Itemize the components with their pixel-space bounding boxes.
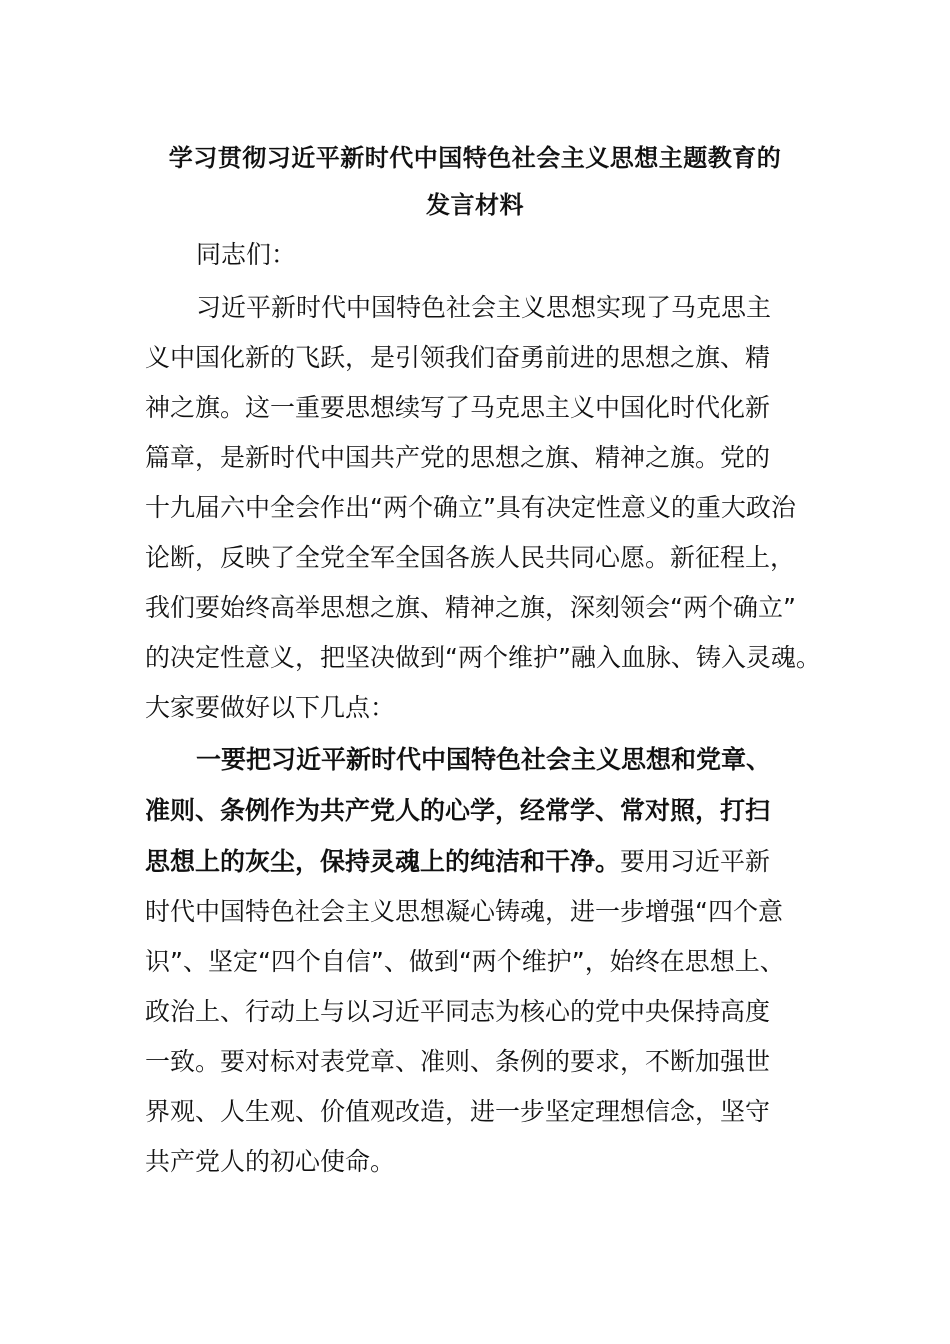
paragraph-2-line: 界观、人生观、价值观改造，进一步坚定理想信念，坚守 — [145, 1097, 771, 1126]
paragraph-2-line: 一致。要对标对表党章、准则、条例的要求，不断加强世 — [145, 1047, 771, 1076]
paragraph-1-line: 的决定性意义，把坚决做到“两个维护”融入血脉、铸入灵魂。 — [145, 643, 821, 672]
paragraph-2-line: 共产党人的初心使命。 — [145, 1147, 396, 1176]
paragraph-2-mixed-line — [145, 845, 770, 879]
paragraph-1-line: 大家要做好以下几点： — [145, 693, 396, 722]
paragraph-1-line: 我们要始终高举思想之旗、精神之旗，深刻领会“两个确立” — [145, 593, 796, 622]
paragraph-1-line: 论断，反映了全党全军全国各族人民共同心愿。新征程上， — [145, 543, 796, 572]
paragraph-2-normal-segment: 要用习近平新 — [620, 847, 771, 876]
document-title-line-1: 学习贯彻习近平新时代中国特色社会主义思想主题教育的 — [168, 144, 782, 172]
salutation: 同志们： — [196, 240, 297, 269]
paragraph-2-bold-segment: 思想上的灰尘，保持灵魂上的纯洁和干净。 — [145, 847, 621, 876]
paragraph-1-line: 神之旗。这一重要思想续写了马克思主义中国化时代化新 — [145, 393, 771, 422]
paragraph-2-line: 政治上、行动上与以习近平同志为核心的党中央保持高度 — [145, 997, 771, 1026]
document-title-line-2: 发言材料 — [426, 191, 524, 219]
paragraph-2-line: 时代中国特色社会主义思想凝心铸魂，进一步增强“四个意 — [145, 897, 783, 926]
paragraph-1-line: 十九届六中全会作出“两个确立”具有决定性意义的重大政治 — [145, 493, 796, 522]
paragraph-2-line: 识”、坚定“四个自信”、做到“两个维护”，始终在思想上、 — [145, 947, 785, 976]
paragraph-1-line: 篇章，是新时代中国共产党的思想之旗、精神之旗。党的 — [145, 443, 771, 472]
paragraph-1-line: 习近平新时代中国特色社会主义思想实现了马克思主 — [196, 293, 772, 322]
paragraph-1-line: 义中国化新的飞跃，是引领我们奋勇前进的思想之旗、精 — [145, 343, 771, 372]
paragraph-2-bold-line: 准则、条例作为共产党人的心学，经常学、常对照，打扫 — [145, 796, 771, 825]
paragraph-2-bold-line: 一要把习近平新时代中国特色社会主义思想和党章、 — [196, 745, 772, 774]
